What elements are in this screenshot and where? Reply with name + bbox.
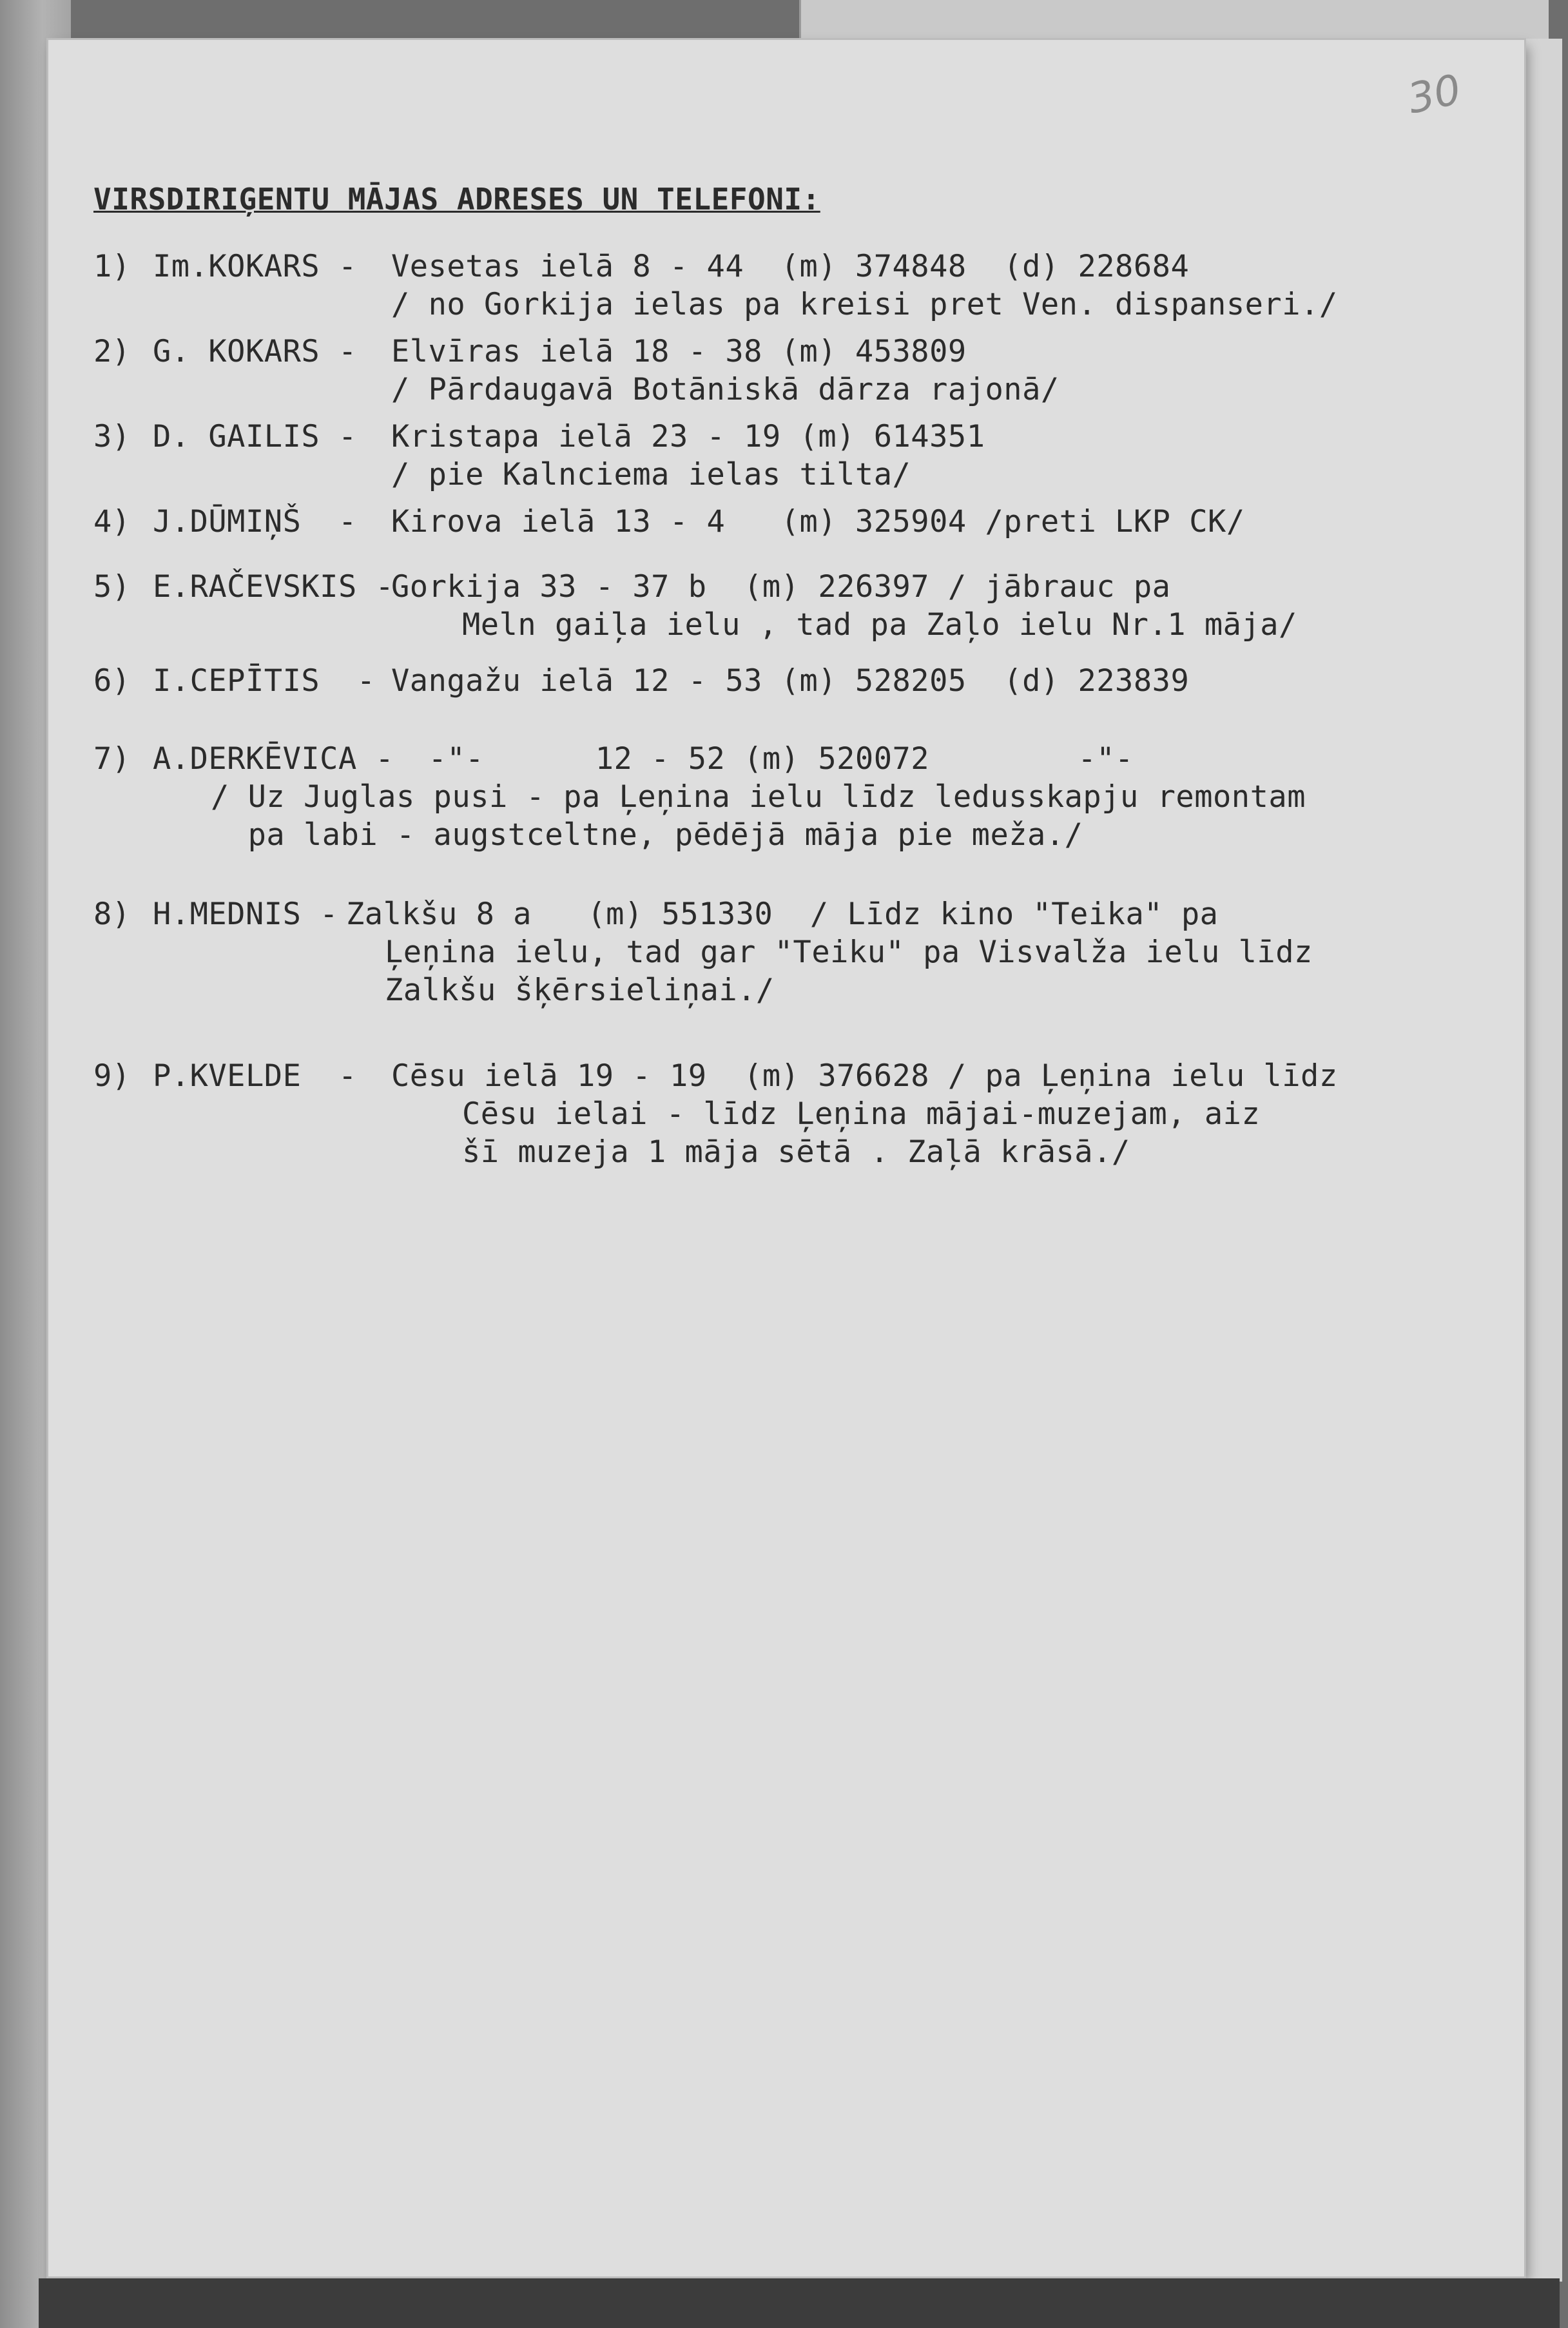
entry-name: Im.KOKARS - [153, 249, 357, 284]
entry-name: E.RAČEVSKIS - [153, 569, 394, 605]
entry-name: P.KVELDE - [153, 1058, 357, 1094]
list-item [93, 568, 1479, 644]
entry-line: Elvīras ielā 18 - 38 (m) 453809 [391, 334, 967, 369]
folio-mark: 30 [1404, 66, 1466, 124]
entry-number: 5) [93, 569, 131, 605]
entry-number: 3) [93, 419, 131, 454]
entry-line: Meln gaiļa ielu , tad pa Zaļo ielu Nr.1 māja/ [462, 607, 1297, 643]
list-item [93, 740, 1479, 854]
entry-line: Vesetas ielā 8 - 44 (m) 374848 (d) 228684 [391, 249, 1190, 284]
entry-line: Cēsu ielā 19 - 19 (m) 376628 / pa Ļeņina ielu līdz [391, 1058, 1338, 1094]
entry-name: A.DERKĒVICA - [153, 741, 394, 777]
entry-line: Zalkšu šķērsieliņai./ [385, 973, 775, 1008]
entry-name: H.MEDNIS - [153, 897, 338, 932]
entry-line: / no Gorkija ielas pa kreisi pret Ven. dispanseri./ [391, 287, 1338, 322]
entry-line: / Pārdaugavā Botāniskā dārza rajonā/ [391, 372, 1060, 407]
list-item [93, 247, 1479, 324]
entry-line: Kirova ielā 13 - 4 (m) 325904 /preti LKP CK/ [391, 504, 1245, 539]
entry-name: J.DŪMIŅŠ - [153, 504, 357, 539]
entry-line: Ļeņina ielu, tad gar "Teiku" pa Visvalža ielu līdz [385, 935, 1313, 970]
entry-line: Zalkšu 8 a (m) 551330 / Līdz kino "Teika" pa [346, 897, 1219, 932]
list-item [93, 662, 1479, 700]
entry-line: -"- 12 - 52 (m) 520072 -"- [391, 741, 1134, 777]
entry-line: Gorkija 33 - 37 b (m) 226397 / jābrauc pa [391, 569, 1171, 605]
entry-number: 7) [93, 741, 131, 777]
entry-name: D. GAILIS - [153, 419, 357, 454]
entry-number: 2) [93, 334, 131, 369]
page-title: VIRSDIRIĢENTU MĀJAS ADRESES UN TELEFONI: [93, 182, 820, 217]
list-item [93, 895, 1479, 1009]
entry-line: / Uz Juglas pusi - pa Ļeņina ielu līdz ledusskapju remontam [211, 779, 1306, 815]
entry-number: 6) [93, 663, 131, 699]
entry-number: 9) [93, 1058, 131, 1094]
entry-line: Kristapa ielā 23 - 19 (m) 614351 [391, 419, 985, 454]
entry-name: I.CEPĪTIS - [153, 663, 376, 699]
typed-document [93, 180, 1479, 1171]
list-item [93, 333, 1479, 409]
list-item [93, 1057, 1479, 1171]
entry-number: 4) [93, 504, 131, 539]
entry-line: Vangažu ielā 12 - 53 (m) 528205 (d) 223839 [391, 663, 1190, 699]
entry-number: 1) [93, 249, 131, 284]
entry-number: 8) [93, 897, 131, 932]
entry-line: pa labi - augstceltne, pēdējā māja pie meža./ [211, 817, 1083, 853]
entry-line: Cēsu ielai - līdz Ļeņina mājai-muzejam, aiz [462, 1096, 1261, 1132]
list-item [93, 418, 1479, 494]
bottom-shadow [39, 2278, 1560, 2328]
entry-name: G. KOKARS - [153, 334, 357, 369]
list-item [93, 503, 1479, 541]
entry-line: šī muzeja 1 māja sētā . Zaļā krāsā./ [462, 1134, 1130, 1170]
entry-line: / pie Kalnciema ielas tilta/ [391, 457, 911, 492]
